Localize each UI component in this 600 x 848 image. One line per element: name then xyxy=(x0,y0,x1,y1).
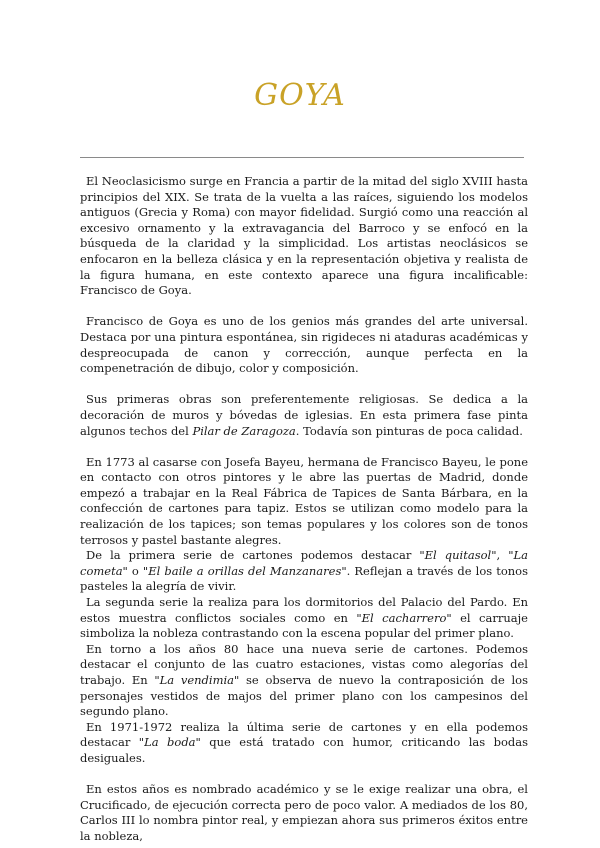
italic-title: Pilar de Zaragoza xyxy=(192,423,296,438)
paragraph-primeras-obras: Sus primeras obras son preferentemente religiosas. Se dedica a la decoración de muros y bóvedas de iglesias. En esta primera fase pinta algunos techos del Pilar de Zaragoza. Todavía son pinturas de poca calidad. xyxy=(80,392,528,438)
title-divider xyxy=(80,157,524,158)
italic-title: "La vendimia" xyxy=(154,673,240,687)
paragraph-segunda-serie: La segunda serie la realiza para los dormitorios del Palacio del Pardo. En estos muestra conflictos sociales como en "El cacharrero" el carruaje simboliza la nobleza contrastando con la escena popular del primer plano. xyxy=(80,595,528,641)
paragraph-neoclasicismo: El Neoclasicismo surge en Francia a partir de la mitad del siglo XVIII hasta principios del XIX. Se trata de la vuelta a las raíces, siguiendo los modelos antiguos (Grecia y Roma) con mayor fidelidad. Surgió como una reacción al excesivo ornamento y la extravagancia del Barroco y se enfocó en la búsqueda de la claridad y la simplicidad. Los artistas neoclásicos se enfocaron en la belleza clásica y en la representación objetiva y realista de la figura humana, en este contexto aparece una figura incalificable: Francisco de Goya. xyxy=(80,174,528,298)
italic-title: "El cacharrero" xyxy=(356,610,452,625)
paragraph-estaciones: En torno a los años 80 hace una nueva serie de cartones. Podemos destacar el conjunto de las cuatro estaciones, vistas como alegorías del trabajo. En "La vendimia" se observa de nuevo la contraposición de los personajes vestidos de majos del primer plano con los campesinos del segundo plano. xyxy=(80,641,529,719)
italic-title: "El baile a orillas del Manzanares" xyxy=(142,563,347,578)
document-body xyxy=(80,174,528,845)
page-title: GOYA xyxy=(254,78,346,113)
paragraph-academico: En estos años es nombrado académico y se le exige realizar una obra, el Crucificado, de ejecución correcta pero de poco valor. A mediados de los 80, Carlos III lo nombra pintor real, y empiezan ahora sus primeros éxitos entre la nobleza, xyxy=(80,782,528,843)
paragraph-cartones-tapiz: En 1773 al casarse con Josefa Bayeu, hermana de Francisco Bayeu, le pone en contacto con otros pintores y le abre las puertas de Madrid, donde empezó a trabajar en la Real Fábrica de Tapices de Santa Bárbara, en la confección de cartones para tapiz. Estos se utilizan como modelo para la realización de los tapices; son temas populares y los colores son de tonos terrosos y pastel bastante alegres. xyxy=(80,454,528,547)
paragraph-goya-genio: Francisco de Goya es uno de los genios más grandes del arte universal. Destaca por una pintura espontánea, sin rigideces ni ataduras académicas y despreocupada de canon y corrección, aunque perfecta en la compenetración de dibujo, color y composición. xyxy=(80,314,528,376)
italic-title: "La boda" xyxy=(138,735,201,750)
paragraph-primera-serie: De la primera serie de cartones podemos destacar "El quitasol", "La cometa" o "El baile a orillas del Manzanares". Reflejan a través de los tonos pasteles la alegría de vivir. xyxy=(80,548,528,594)
italic-title: "El quitasol" xyxy=(419,548,497,563)
italic-title: "La cometa" xyxy=(80,548,528,578)
paragraph-ultima-serie: En 1971-1972 realiza la última serie de cartones y en ella podemos destacar "La boda" que está tratado con humor, criticando las bodas desiguales. xyxy=(80,719,528,765)
